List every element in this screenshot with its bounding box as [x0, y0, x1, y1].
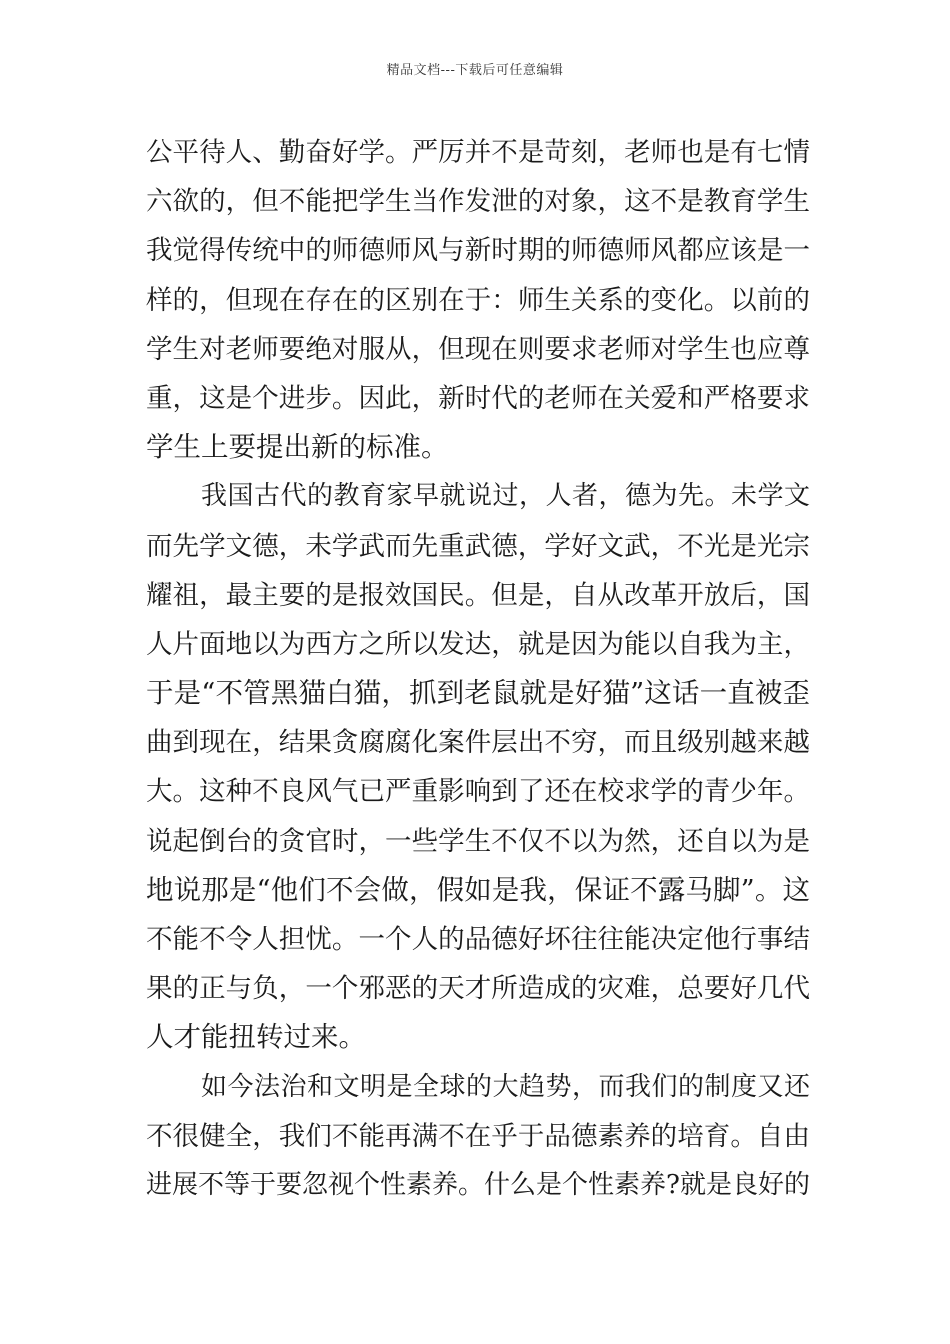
text-line: 人片面地以为西方之所以发达，就是因为能以自我为主， [146, 628, 810, 660]
text-line: 果的正与负，一个邪恶的天才所造成的灾难，总要好几代 [146, 973, 810, 1005]
text-line: 不很健全，我们不能再满不在乎于品德素养的培育。自由 [146, 1120, 810, 1152]
text-line: 不能不令人担忧。一个人的品德好坏往往能决定他行事结 [146, 924, 810, 955]
text-line: 公平待人、勤奋好学。严厉并不是苛刻，老师也是有七情 [146, 137, 810, 168]
page-header: 精品文档---下载后可任意编辑 [386, 63, 564, 78]
text-line: 重，这是个进步。因此，新时代的老师在关爱和严格要求 [146, 382, 810, 414]
text-line: 学生对老师要绝对服从，但现在则要求老师对学生也应尊 [146, 333, 810, 365]
text-line: 而先学文德，未学武而先重武德，学好文武，不光是光宗 [146, 530, 810, 562]
text-line: 进展不等于要忽视个性素养。什么是个性素养?就是良好的 [146, 1169, 810, 1200]
text-line: 人才能扭转过来。 [146, 1021, 366, 1054]
text-line: 说起倒台的贪官时，一些学生不仅不以为然，还自以为是 [146, 825, 810, 857]
text-line: 学生上要提出新的标准。 [146, 431, 449, 464]
text-line: 于是“不管黑猫白猫，抓到老鼠就是好猫”这话一直被歪 [146, 677, 810, 710]
text-line: 大。这种不良风气已严重影响到了还在校求学的青少年。 [146, 776, 810, 808]
text-line: 六欲的，但不能把学生当作发泄的对象，这不是教育学生 [146, 186, 810, 218]
text-line: 耀祖，最主要的是报效国民。但是，自从改革开放后，国 [146, 579, 810, 611]
text-line: 样的，但现在存在的区别在于：师生关系的变化。以前的 [146, 284, 810, 316]
paragraph-start-line: 如今法治和文明是全球的大趋势，而我们的制度又还 [201, 1071, 810, 1102]
body-text [146, 128, 810, 1210]
text-line: 我觉得传统中的师德师风与新时期的师德师风都应该是一 [146, 235, 810, 267]
paragraph-start-line: 我国古代的教育家早就说过，人者，德为先。未学文 [201, 481, 810, 512]
text-line: 曲到现在，结果贪腐腐化案件层出不穷，而且级别越来越 [146, 727, 810, 759]
text-line: 地说那是“他们不会做，假如是我，保证不露马脚”。这 [146, 873, 810, 906]
